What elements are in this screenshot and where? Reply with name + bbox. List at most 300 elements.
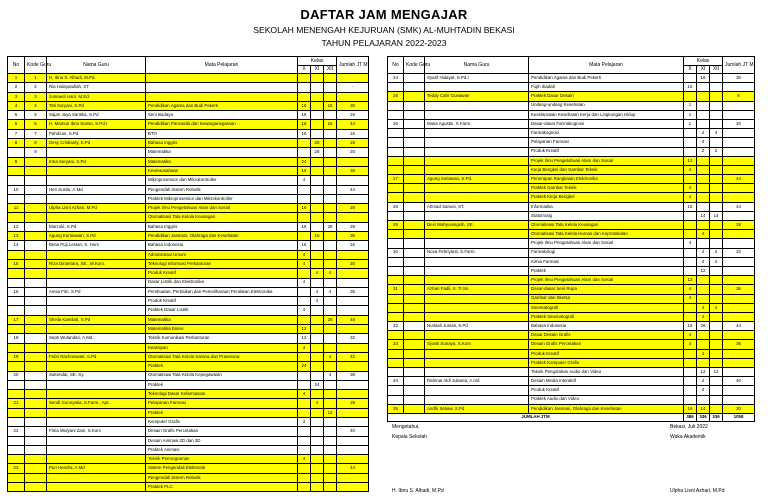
cell-x (298, 74, 311, 83)
cell-no (388, 138, 404, 147)
cell-x (298, 194, 311, 203)
cell-xii (324, 278, 337, 287)
table-row (8, 371, 369, 380)
cell-jml: 8 (723, 92, 755, 101)
cell-mapel: Undang-undang Kesehatan (529, 101, 684, 110)
table-row (388, 83, 755, 92)
cell-no: 2 (8, 83, 25, 92)
cell-x (684, 312, 697, 321)
cell-kode: 7 (25, 129, 47, 138)
cell-x: 16 (298, 241, 311, 250)
cell-mapel: Informatika (529, 202, 684, 211)
signature-right-line2: Waka Akademik (670, 434, 706, 440)
table-row (8, 334, 369, 343)
table-row (388, 294, 755, 303)
cell-xi (311, 325, 324, 334)
cell-kode: 2 (25, 83, 47, 92)
cell-nama: Desy Cristianty, S.Pd (47, 139, 146, 148)
cell-nama: Septi Wulandari, A.Md. (47, 334, 146, 343)
cell-mapel: Produk Kreatif (146, 297, 298, 306)
cell-kode (404, 312, 425, 321)
cell-mapel: Desain Media Interaktif (529, 377, 684, 386)
cell-x (684, 257, 697, 266)
cell-xii (710, 395, 723, 404)
cell-xi: 4 (697, 312, 710, 321)
table-row (8, 213, 369, 222)
col-xii: XII (324, 66, 337, 74)
cell-mapel: Dasar Desain Grafis (529, 331, 684, 340)
cell-kode (25, 417, 47, 426)
cell-x (298, 473, 311, 482)
table-row (388, 193, 755, 202)
cell-kode: 4 (25, 101, 47, 110)
cell-x (298, 213, 311, 222)
cell-mapel: Mikroprosessor dan Mikrokontroller (146, 176, 298, 185)
cell-mapel: Teknologi Informasi Perkantoran (146, 259, 298, 268)
cell-xi (697, 358, 710, 367)
cell-jml (723, 312, 755, 321)
cell-kode (25, 427, 47, 436)
cell-x: 4 (684, 193, 697, 202)
table-row (8, 157, 369, 166)
cell-xi: 4 (697, 349, 710, 358)
table-row (388, 92, 755, 101)
table-row (388, 248, 755, 257)
cell-xi (697, 193, 710, 202)
cell-mapel: Praktek (529, 266, 684, 275)
cell-kode (25, 362, 47, 371)
cell-xii (324, 380, 337, 389)
cell-no: 14 (8, 241, 25, 250)
table-row (388, 110, 755, 119)
cell-x (684, 303, 697, 312)
cell-kode (404, 74, 425, 83)
cell-x (684, 74, 697, 83)
cell-jml (723, 257, 755, 266)
cell-xi (697, 276, 710, 285)
table-row (8, 185, 369, 194)
cell-no: 15 (8, 259, 25, 268)
signature-right-name: Ulpha Lisni Azhari, M.Pd (670, 488, 725, 494)
cell-no: 16 (8, 287, 25, 296)
cell-nama (425, 303, 529, 312)
cell-nama (47, 250, 146, 259)
cell-kode (25, 241, 47, 250)
cell-mapel: Pendidikan Jasmani, Olahraga dan Kesehatan (146, 232, 298, 241)
table-row (388, 276, 755, 285)
signature-right-line1: Bekasi, Juli 2022 (670, 424, 708, 430)
cell-mapel: Otomatisasi Tata Kelola Kepegawaian (146, 371, 298, 380)
cell-kode (404, 266, 425, 275)
cell-nama: Syarif Hidayat, S.Pd.I (425, 74, 529, 83)
cell-mapel: Pendidikan Agama dan Budi Pekerti (529, 74, 684, 83)
table-row (8, 408, 369, 417)
cell-mapel: Kerja Bengkel dan Gambar Teknik (529, 165, 684, 174)
cell-jml: 16 (337, 129, 369, 138)
cell-xi (697, 92, 710, 101)
table-row (388, 349, 755, 358)
table-row (8, 464, 369, 473)
cell-no (8, 176, 25, 185)
cell-no: 17 (8, 315, 25, 324)
cell-kode (25, 325, 47, 334)
cell-jml (723, 129, 755, 138)
table-row (388, 230, 755, 239)
cell-nama (47, 343, 146, 352)
cell-xii (324, 176, 337, 185)
table-row (8, 166, 369, 175)
cell-xi: 4 (311, 297, 324, 306)
cell-nama: Anisa Fitri, S.Pd (47, 287, 146, 296)
cell-x (298, 408, 311, 417)
cell-xi: 4 (697, 257, 710, 266)
cell-xii (324, 74, 337, 83)
col-xii: XII (710, 66, 723, 74)
cell-kode (404, 147, 425, 156)
cell-no: 7 (8, 129, 25, 138)
col-kelas: Kelas (684, 57, 723, 66)
cell-jml (723, 147, 755, 156)
cell-kode (404, 331, 425, 340)
cell-nama (425, 101, 529, 110)
cell-mapel: Praktek Dasar Desain (529, 92, 684, 101)
cell-xi (311, 315, 324, 324)
cell-mapel: Fiqih Ibadah (529, 83, 684, 92)
cell-kode: 3 (25, 92, 47, 101)
cell-mapel: Projek Ilmu Pengetahuan Alam dan Sosial (529, 276, 684, 285)
cell-no (388, 368, 404, 377)
cell-x: 16 (298, 101, 311, 110)
cell-no (388, 358, 404, 367)
cell-jml (723, 239, 755, 248)
cell-jml: 28 (723, 221, 755, 230)
cell-jml: 20 (337, 148, 369, 157)
cell-xii: 4 (710, 257, 723, 266)
col-x: X (298, 66, 311, 74)
cell-mapel: Dasar-dasar Seni Rupa (529, 285, 684, 294)
cell-no (8, 343, 25, 352)
cell-xii: 12 (710, 368, 723, 377)
cell-xii (710, 184, 723, 193)
cell-x: 4 (298, 259, 311, 268)
cell-jml (723, 386, 755, 395)
cell-jml (337, 380, 369, 389)
table-row (388, 266, 755, 275)
cell-kode (404, 211, 425, 220)
cell-xi: 28 (311, 139, 324, 148)
cell-kode (404, 239, 425, 248)
cell-nama (47, 445, 146, 454)
cell-mapel: Praktek Sinematografi (529, 312, 684, 321)
cell-xi: 4 (697, 248, 710, 257)
cell-no (388, 239, 404, 248)
signature-left-line2: Kepala Sekolah (392, 434, 428, 440)
cell-kode (25, 473, 47, 482)
cell-mapel: Administrasi Umum (146, 250, 298, 259)
cell-kode (25, 259, 47, 268)
cell-mapel: Praktek Mikroprosessor dan Mikrokontroller (146, 194, 298, 203)
cell-xi (697, 83, 710, 92)
table-row (388, 368, 755, 377)
cell-xi (311, 111, 324, 120)
cell-x: 16 (298, 129, 311, 138)
cell-xi (311, 83, 324, 92)
cell-nama: Teddy Cahr Gunawan (425, 92, 529, 101)
cell-mapel: Otomatisasi Tata Kelola Keuangan (529, 221, 684, 230)
cell-kode (25, 297, 47, 306)
cell-jml (723, 331, 755, 340)
cell-nama (425, 358, 529, 367)
cell-xi: 2 (697, 147, 710, 156)
cell-mapel: Produk Kreatif (529, 386, 684, 395)
cell-no: 26 (388, 119, 404, 128)
cell-jml (723, 358, 755, 367)
table-row (8, 390, 369, 399)
cell-jml: 28 (337, 399, 369, 408)
cell-nama (425, 193, 529, 202)
cell-xi (697, 184, 710, 193)
cell-mapel: Teknik Pemrograman (146, 455, 298, 464)
cell-kode (25, 455, 47, 464)
cell-nama (425, 184, 529, 193)
cell-mapel: Produk Kreatif (529, 147, 684, 156)
cell-kode (404, 386, 425, 395)
cell-x: 4 (684, 184, 697, 193)
cell-nama (425, 110, 529, 119)
cell-no (8, 380, 25, 389)
cell-jml (723, 138, 755, 147)
col-kelas: Kelas (298, 57, 337, 66)
table-row (8, 129, 369, 138)
cell-nama (425, 395, 529, 404)
cell-xi: 28 (697, 322, 710, 331)
cell-no: 28 (388, 202, 404, 211)
cell-xi (697, 395, 710, 404)
cell-xii: 28 (324, 315, 337, 324)
cell-x: 4 (298, 176, 311, 185)
cell-kode (404, 184, 425, 193)
cell-nama (425, 386, 529, 395)
cell-xii (324, 325, 337, 334)
cell-x (684, 92, 697, 101)
cell-mapel: Pelayanan Farmasi (146, 399, 298, 408)
cell-kode (404, 276, 425, 285)
cell-no (8, 417, 25, 426)
cell-xii (324, 455, 337, 464)
cell-x: 1 (684, 101, 697, 110)
cell-no (8, 408, 25, 417)
cell-mapel: Praktek Dasar Listrik (146, 306, 298, 315)
cell-kode (25, 399, 47, 408)
cell-jml (723, 83, 755, 92)
cell-jml: 44 (723, 175, 755, 184)
cell-kode (404, 156, 425, 165)
cell-xii (324, 157, 337, 166)
cell-mapel: Teknik Pengolahan Audio dan Video (529, 368, 684, 377)
cell-mapel: Pendidikan Agama dan Budi Pekerti (146, 101, 298, 110)
cell-nama (47, 455, 146, 464)
cell-kode (25, 380, 47, 389)
cell-nama: Sajan Jaya Santika, S.Pd (47, 111, 146, 120)
cell-nama: Rahmat Aldi Julianta, A.md (425, 377, 529, 386)
cell-x: 1 (684, 119, 697, 128)
col-jumlah: Jumlah JT M (723, 57, 755, 74)
cell-no (8, 194, 25, 203)
cell-mapel: Bahasa Inggris (146, 139, 298, 148)
cell-mapel: Praktek (146, 362, 298, 371)
cell-mapel: Kewirausahaan (146, 166, 298, 175)
cell-x (298, 232, 311, 241)
cell-mapel: Penerapan Rangkaian Elektronika (529, 175, 684, 184)
cell-mapel: Otomatisasi Tata Kelola Keuangan (146, 213, 298, 222)
cell-xi (697, 331, 710, 340)
cell-kode (404, 248, 425, 257)
cell-nama (47, 194, 146, 203)
cell-jml (337, 343, 369, 352)
cell-xii (324, 241, 337, 250)
cell-x (298, 92, 311, 101)
table-row (388, 340, 755, 349)
cell-no (8, 269, 25, 278)
cell-xi (697, 221, 710, 230)
table-row (8, 232, 369, 241)
cell-nama: Agung Setiawan, S.Pd. (425, 175, 529, 184)
cell-no (8, 250, 25, 259)
cell-nama (47, 408, 146, 417)
cell-mapel: Teknik Komunikasi Perkantoran (146, 334, 298, 343)
cell-nama (425, 331, 529, 340)
cell-kode (25, 176, 47, 185)
cell-jml (337, 250, 369, 259)
cell-xi (311, 92, 324, 101)
cell-no: 8 (8, 139, 25, 148)
cell-xi (311, 222, 324, 231)
total-x: 386 (684, 413, 697, 421)
cell-jml (337, 325, 369, 334)
cell-xii (710, 193, 723, 202)
cell-xi (697, 239, 710, 248)
cell-xii: 14 (710, 211, 723, 220)
cell-jml: 28 (337, 222, 369, 231)
cell-jml: 40 (723, 377, 755, 386)
table-row (8, 436, 369, 445)
cell-x: 4 (298, 417, 311, 426)
table-row (8, 111, 369, 120)
cell-xii (710, 349, 723, 358)
cell-xii (324, 213, 337, 222)
cell-kode (25, 371, 47, 380)
cell-xii (710, 285, 723, 294)
cell-xii (710, 138, 723, 147)
cell-jml: 36 (337, 287, 369, 296)
cell-x (298, 148, 311, 157)
table-row (8, 380, 369, 389)
cell-nama (425, 276, 529, 285)
cell-no (8, 483, 25, 492)
cell-xi (311, 371, 324, 380)
cell-mapel: Produk Kreatif (529, 349, 684, 358)
cell-x: 12 (684, 156, 697, 165)
col-kode-guru: Kode Guru (25, 57, 47, 74)
cell-nama: Sheila Kamilah, S.Pd (47, 315, 146, 324)
cell-jml: 30 (723, 404, 755, 413)
table-row (8, 222, 369, 231)
cell-no (8, 213, 25, 222)
cell-xii (324, 139, 337, 148)
cell-xi: 24 (311, 380, 324, 389)
cell-jml: 36 (337, 232, 369, 241)
cell-mapel: Praktek Animasi (146, 445, 298, 454)
cell-xii (710, 156, 723, 165)
cell-kode (25, 157, 47, 166)
cell-nama (425, 156, 529, 165)
cell-no (388, 294, 404, 303)
cell-jml (723, 294, 755, 303)
cell-no (388, 303, 404, 312)
cell-no (8, 306, 25, 315)
cell-mapel: Statomotig (529, 211, 684, 220)
cell-kode (25, 185, 47, 194)
cell-no (388, 386, 404, 395)
cell-xii (710, 101, 723, 110)
cell-xii (710, 221, 723, 230)
cell-xi (311, 334, 324, 343)
cell-nama: Sukendar, SE. Sy. (47, 371, 146, 380)
table-row (8, 455, 369, 464)
cell-x: 24 (298, 362, 311, 371)
cell-kode (404, 230, 425, 239)
cell-nama: Puri Hendra, A.Md (47, 464, 146, 473)
cell-jml: 48 (337, 315, 369, 324)
cell-jml (723, 110, 755, 119)
table-row (8, 352, 369, 361)
total-xi: 336 (697, 413, 710, 421)
table-row (388, 303, 755, 312)
cell-mapel: Produk Kreatif (146, 269, 298, 278)
cell-kode (25, 315, 47, 324)
cell-x: 4 (298, 278, 311, 287)
cell-x (298, 269, 311, 278)
cell-x: 16 (298, 204, 311, 213)
cell-xii: 12 (324, 408, 337, 417)
cell-mapel: Praktek PLC (146, 483, 298, 492)
cell-jml (723, 193, 755, 202)
cell-jml: 38 (337, 371, 369, 380)
cell-nama (47, 166, 146, 175)
cell-x (684, 221, 697, 230)
cell-no (388, 230, 404, 239)
cell-jml: 30 (337, 101, 369, 110)
cell-nama (47, 148, 146, 157)
cell-xii (710, 119, 723, 128)
cell-jml (723, 395, 755, 404)
cell-xi (311, 464, 324, 473)
cell-xii (324, 92, 337, 101)
cell-x (684, 386, 697, 395)
cell-xii (324, 259, 337, 268)
col-mata-pelajaran: Mata Pelajaran (146, 57, 298, 74)
cell-kode: 9 (25, 148, 47, 157)
cell-no: 6 (8, 120, 25, 129)
cell-no (8, 148, 25, 157)
table-row (388, 211, 755, 220)
cell-mapel: Pendidikan Jasmani, Olahraga dan Kesehatan (529, 404, 684, 413)
cell-kode (25, 166, 47, 175)
cell-mapel: Matematika (146, 148, 298, 157)
cell-jml (337, 445, 369, 454)
cell-no (388, 193, 404, 202)
cell-jml (723, 303, 755, 312)
